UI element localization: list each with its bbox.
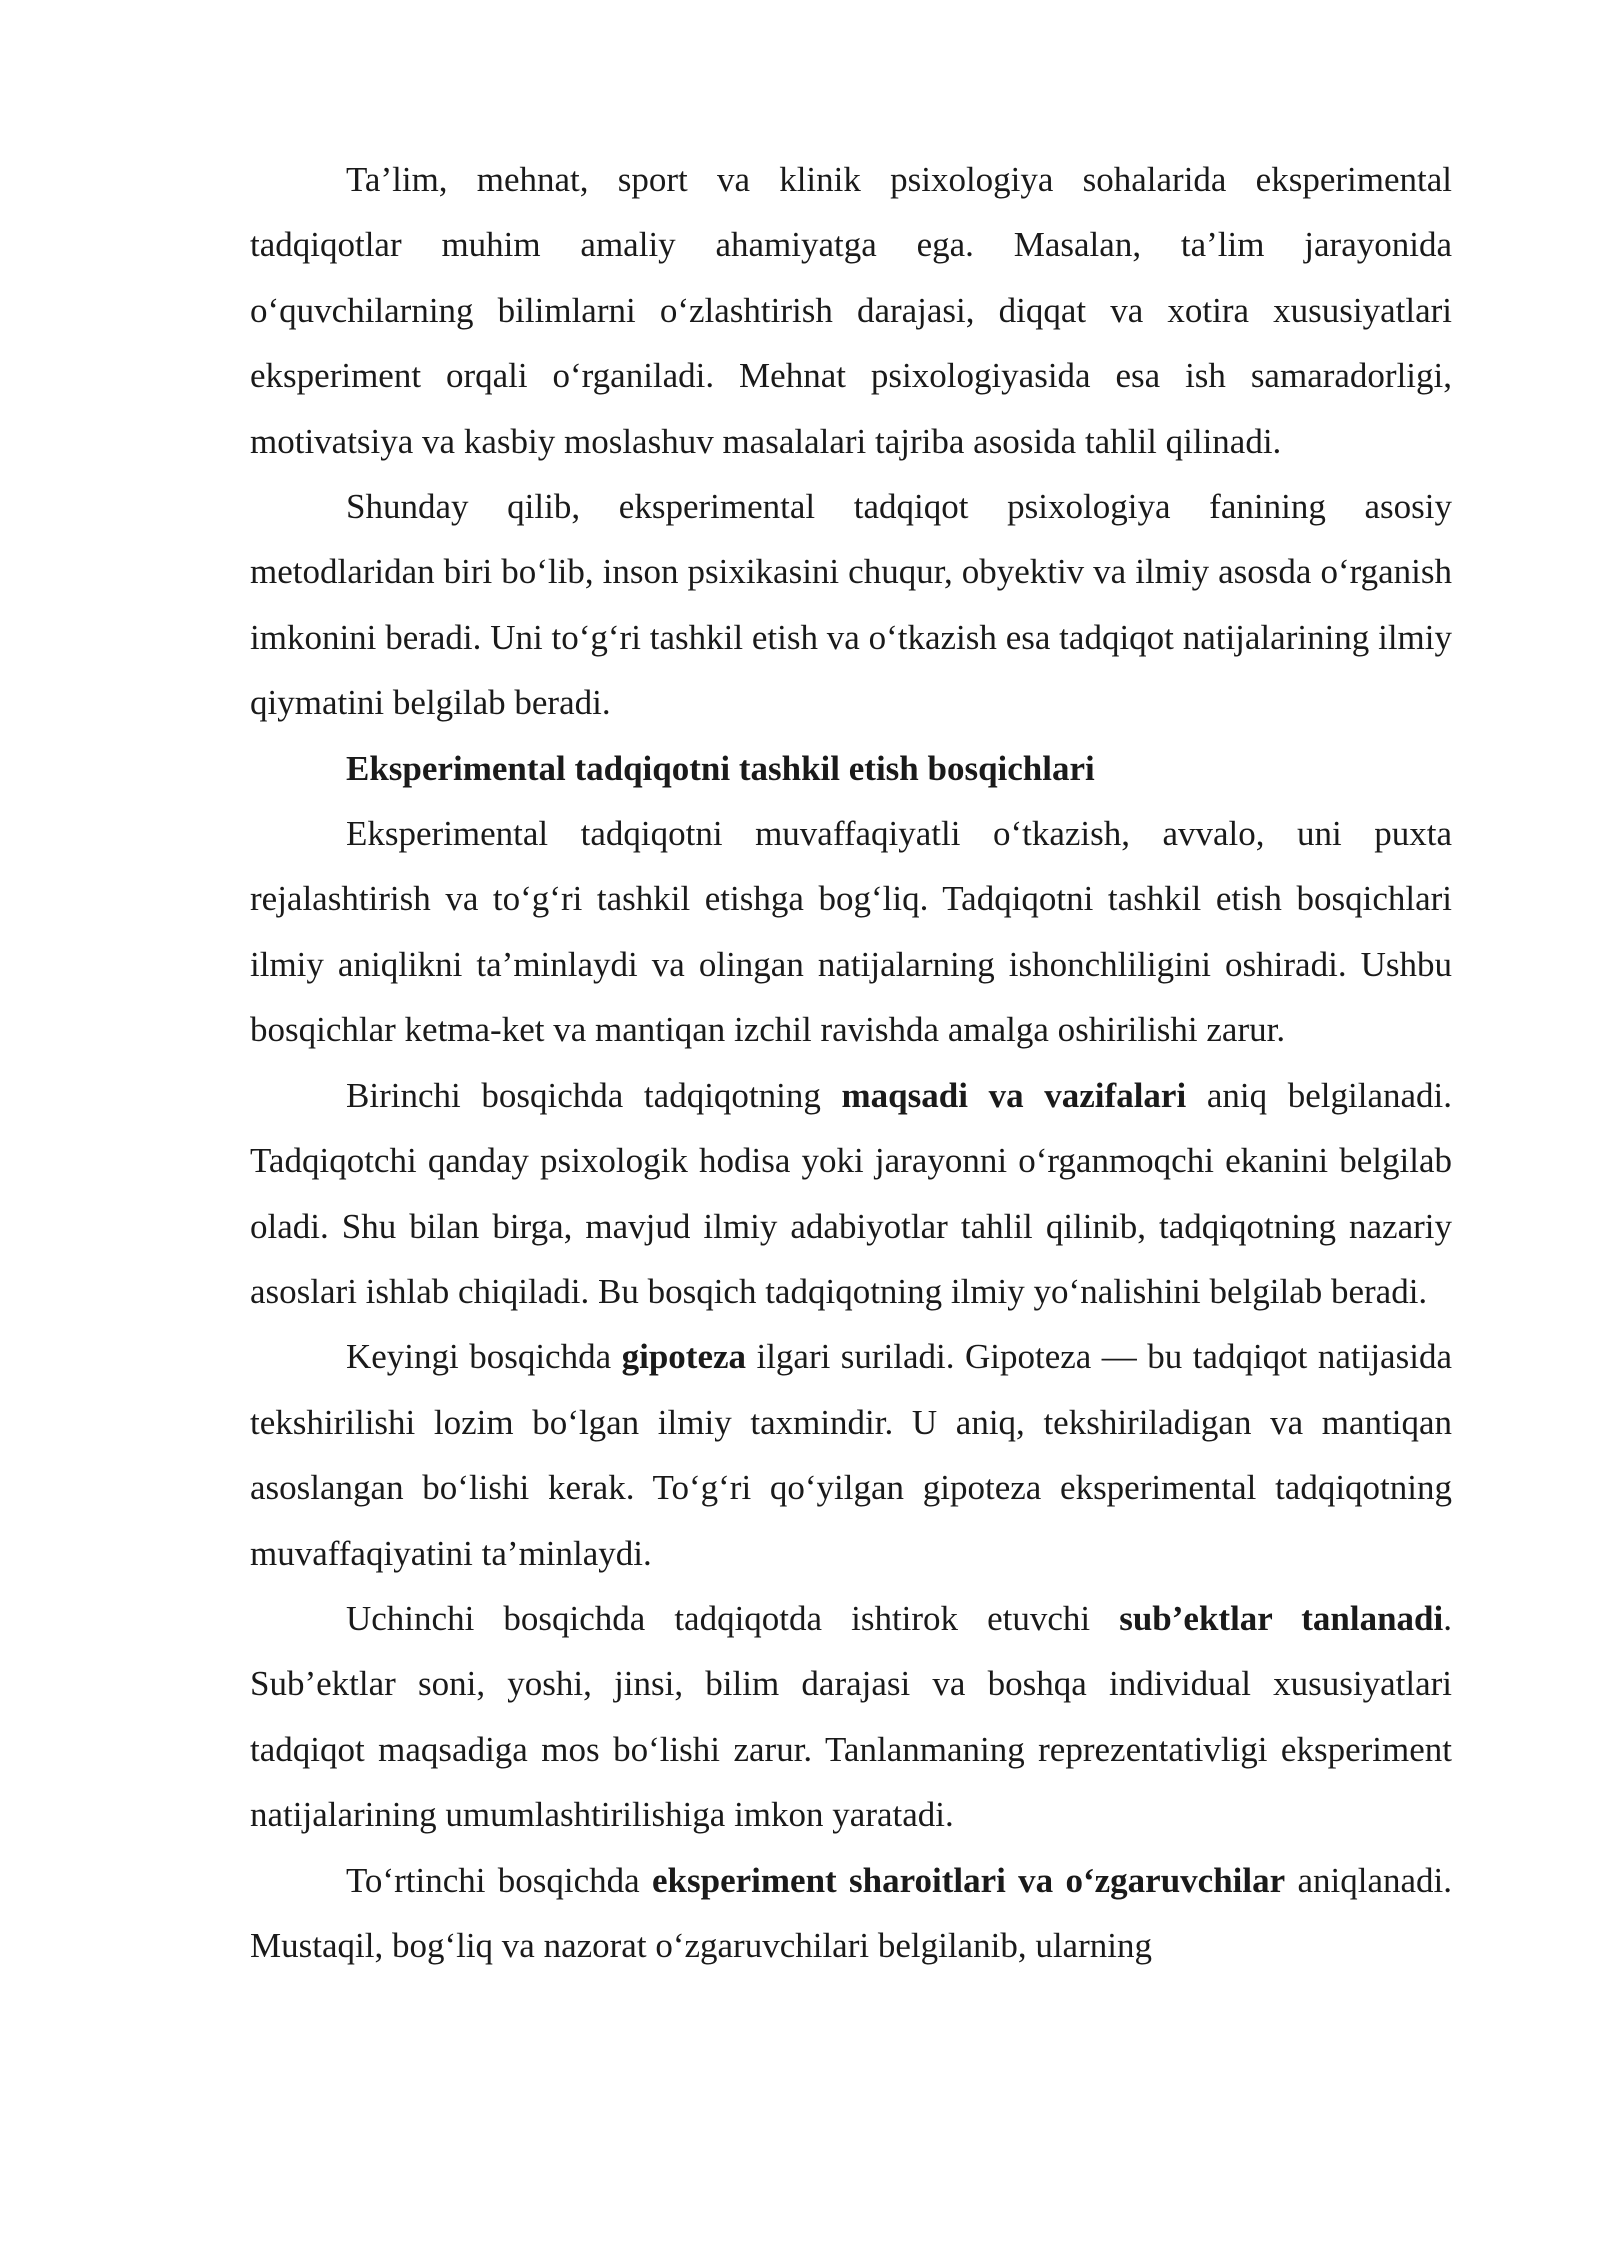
paragraph-applied-fields: Ta’lim, mehnat, sport va klinik psixologiya sohalarida eksperimental tadqiqotlar muhim amaliy ahamiyatga ega. Masalan, ta’lim jarayonida o‘quvchilarning bilimlarni o‘zlashtirish darajasi, diqqat va xotira xususiyatlari eksperiment orqali o‘rganiladi. Mehnat psixologiyasida esa ish samaradorligi, motivatsiya va kasbiy moslashuv masalalari tajriba asosida tahlil qilinadi. bbox=[250, 160, 1452, 461]
stage-one-text-before: Birinchi bosqichda tadqiqotning bbox=[346, 1075, 842, 1115]
stage-four-text-after: aniqlanadi. Mustaqil, bog‘liq va nazorat o‘zgaruvchilari belgilanib, ularning bbox=[250, 1860, 1452, 1965]
stage-one-text-after: aniq belgilanadi. Tadqiqotchi qanday psixologik hodisa yoki jarayonni o‘rganmoqchi ekanini belgilab oladi. Shu bilan birga, mavjud ilmiy adabiyotlar tahlil qilinib, tadqiqotning nazariy asoslari ishlab chiqiladi. Bu bosqich tadqiqotning ilmiy yo‘nalishini belgilab beradi. bbox=[250, 1075, 1452, 1311]
paragraph-stage-one bbox=[250, 1063, 1452, 1325]
stage-four-text-before: To‘rtinchi bosqichda bbox=[346, 1860, 652, 1900]
stage-four-keyword: eksperiment sharoitlari va o‘zgaruvchilar bbox=[652, 1860, 1286, 1900]
paragraph-stage-two bbox=[250, 1324, 1452, 1586]
stage-three-text-after: . Sub’ektlar soni, yoshi, jinsi, bilim darajasi va boshqa individual xususiyatlari tadqiqot maqsadiga mos bo‘lishi zarur. Tanlanmaning reprezentativligi eksperiment natijalarining umumlashtirilishiga imkon yaratadi. bbox=[250, 1598, 1452, 1835]
stage-three-keyword: sub’ektlar tanlanadi bbox=[1119, 1598, 1444, 1638]
paragraph-stage-three bbox=[250, 1586, 1452, 1848]
document-page bbox=[250, 147, 1452, 1978]
stage-three-text-before: Uchinchi bosqichda tadqiqotda ishtirok etuvchi bbox=[346, 1598, 1120, 1638]
paragraph-stages-intro: Eksperimental tadqiqotni muvaffaqiyatli o‘tkazish, avvalo, uni puxta rejalashtirish va to‘g‘ri tashkil etishga bog‘liq. Tadqiqotni tashkil etish bosqichlari ilmiy aniqlikni ta’minlaydi va olingan natijalarning ishonchliligini oshiradi. Ushbu bosqichlar ketma-ket va mantiqan izchil ravishda amalga oshirilishi zarur. bbox=[250, 814, 1452, 1050]
paragraph-stage-four bbox=[250, 1848, 1452, 1979]
stage-two-text-after: ilgari suriladi. Gipoteza — bu tadqiqot natijasida tekshirilishi lozim bo‘lgan ilmiy taxmindir. U aniq, tekshiriladigan va mantiqan asoslangan bo‘lishi kerak. To‘g‘ri qo‘yilgan gipoteza eksperimental tadqiqotning muvaffaqiyatini ta’minlaydi. bbox=[250, 1337, 1452, 1573]
stage-two-text-before: Keyingi bosqichda bbox=[346, 1337, 622, 1377]
stage-one-keyword: maqsadi va vazifalari bbox=[841, 1075, 1187, 1115]
section-heading: Eksperimental tadqiqotni tashkil etish bosqichlari bbox=[346, 748, 1095, 788]
stage-two-keyword: gipoteza bbox=[621, 1337, 747, 1377]
paragraph-conclusion: Shunday qilib, eksperimental tadqiqot psixologiya fanining asosiy metodlaridan biri bo‘lib, inson psixikasini chuqur, obyektiv va ilmiy asosda o‘rganish imkonini beradi. Uni to‘g‘ri tashkil etish va o‘tkazish esa tadqiqot natijalarining ilmiy qiymatini belgilab beradi. bbox=[250, 487, 1452, 723]
